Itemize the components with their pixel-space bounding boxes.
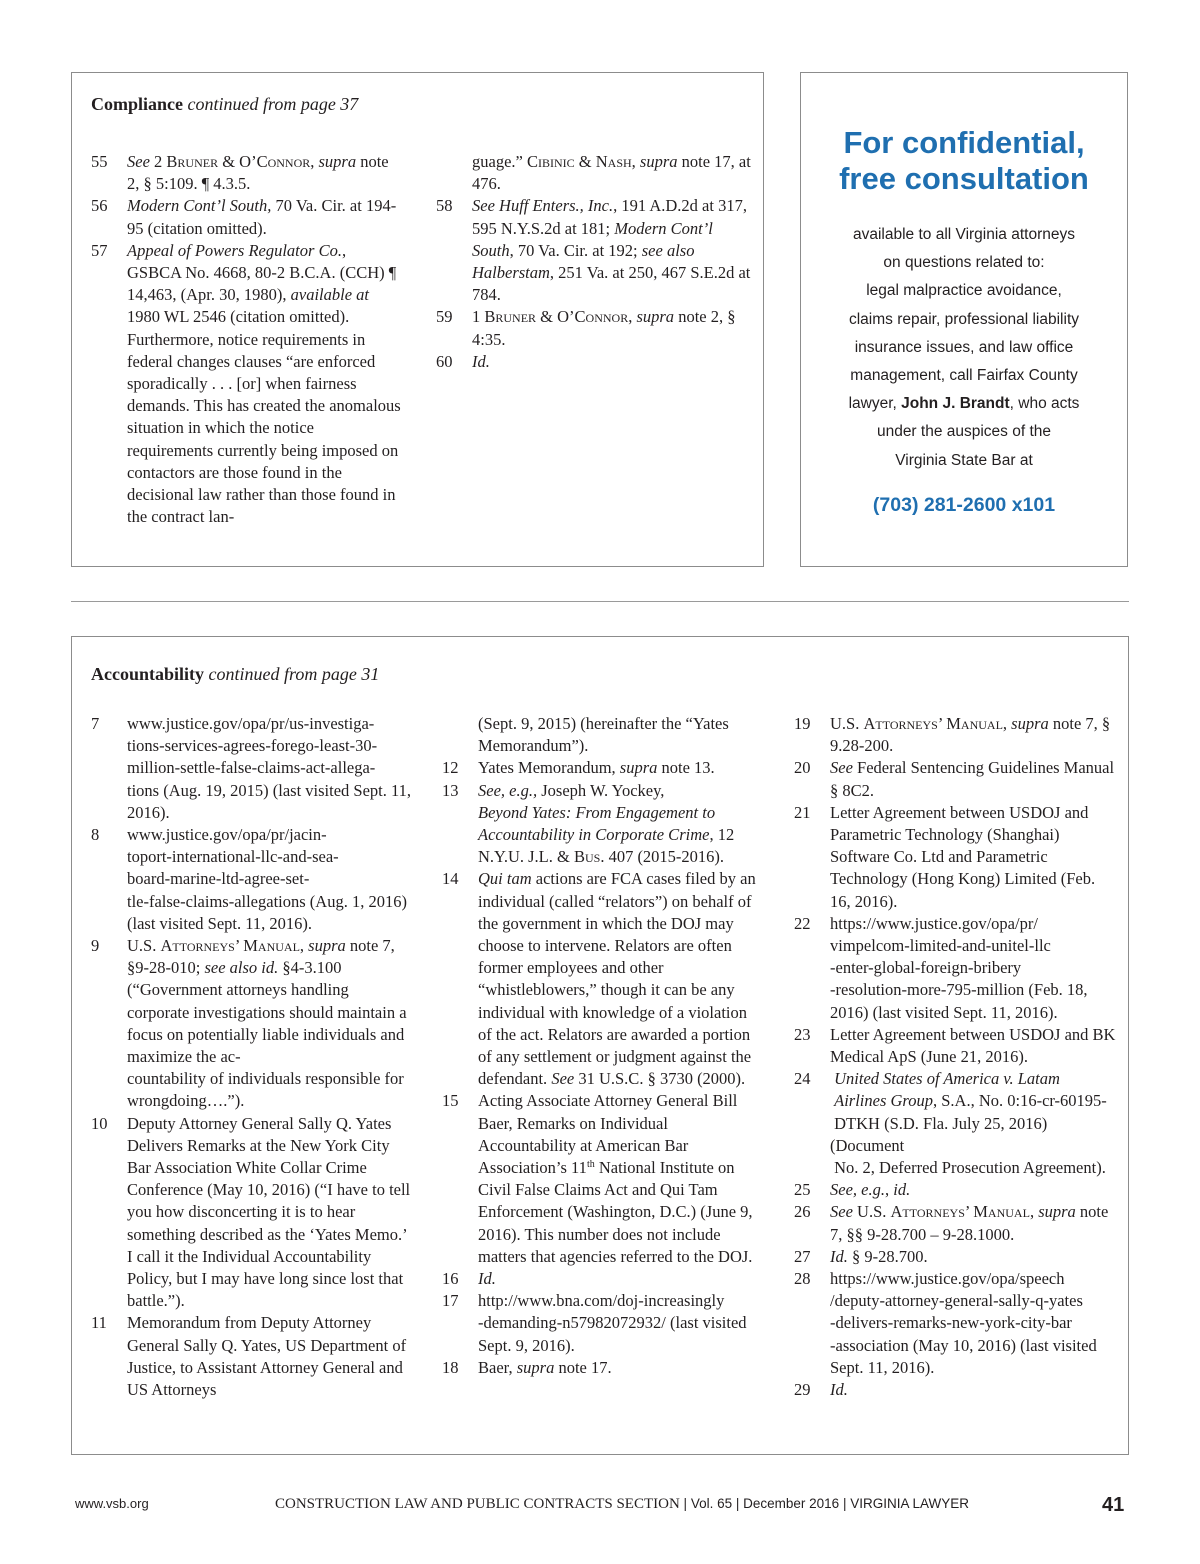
footnote — [794, 1268, 1118, 1379]
footnote — [436, 195, 752, 306]
footnote — [794, 1201, 1118, 1245]
footnote-text: Acting Associate Attorney General Bill Baer, Remarks on Individual Accountability at American Bar Association’s 11th National Institute on Civil False Claims Act and Qui Tam Enforcement (Washington, D.C.) (June 9, 2016). This number does not include matters that agencies referred to the DOJ. — [478, 1091, 753, 1266]
footnote-number: 23 — [794, 1024, 811, 1044]
footnote-text: Letter Agreement between USDOJ and Parametric Technology (Shanghai) Software Co. Ltd and Parametric Technology (Hong Kong) Limited (Feb. 16, 2016). — [830, 802, 1096, 911]
footnote — [442, 780, 762, 869]
footnote — [442, 1090, 762, 1268]
footnote-number: 13 — [442, 780, 459, 800]
ad-phone-number: (703) 281-2600 x101 — [872, 494, 1056, 516]
footnote-number: 18 — [442, 1357, 459, 1377]
footnote-text: www.justice.gov/opa/pr/us-investiga- tions-services-agrees-forego-least-30- million-settle-false-claims-act-allega- tions (Aug. 19, 2015) (last visited Sept. 11, 2016). — [127, 714, 411, 822]
footer-volume: Vol. 65 — [690, 1496, 733, 1511]
footnote-number: 9 — [91, 936, 100, 956]
footnote-number: 58 — [436, 196, 453, 216]
footnote-number: 8 — [91, 825, 100, 845]
compliance-title: Compliance — [91, 94, 183, 114]
footnote-text: See, e.g., id. — [830, 1180, 911, 1200]
footnote — [442, 868, 762, 1090]
footnote-number: 14 — [442, 869, 459, 889]
ad-title — [801, 125, 1127, 197]
footnote-number: 26 — [794, 1202, 811, 1222]
footnote-text: United States of America v. Latam Airlines Group, S.A., No. 0:16-cr-60195- DTKH (S.D. Fla. July 25, 2016) (Document No. 2, Deferred Prosecution Agreement). — [830, 1069, 1107, 1178]
footnote-text: U.S. Attorneys’ Manual, supra note 7, §9-28-010; see also id. §4-3.100 (“Government attorneys handling corporate investigations should maintain a focus on potentially liable individuals and maximize the ac- countability of individuals responsible for wrongdoing….”). — [127, 936, 407, 1111]
footnote — [91, 713, 411, 824]
accountability-heading — [91, 663, 379, 685]
footnote — [794, 802, 1118, 913]
footnote-number: 22 — [794, 913, 811, 933]
footnote-text: Deputy Attorney General Sally Q. Yates Delivers Remarks at the New York City Bar Association White Collar Crime Conference (May 10, 2016) (“I have to tell you how disconcerting it is to hear something described as the ‘Yates Memo.’ I call it the Individual Accountability Policy, but I may have long since lost that battle.”). — [127, 1113, 411, 1311]
footnote-text: Baer, supra note 17. — [478, 1357, 612, 1377]
footnote — [91, 195, 401, 239]
accountability-title: Accountability — [91, 664, 205, 684]
footnote-text: https://www.justice.gov/opa/pr/ vimpelcom-limited-and-unitel-llc -enter-global-foreign-bribery -resolution-more-795-million (Feb. 18, 2016) (last visited Sept. 11, 2016). — [830, 913, 1088, 1022]
footer-website: www.vsb.org — [75, 1496, 149, 1511]
footnote-number: 60 — [436, 351, 453, 371]
footnote-number: 12 — [442, 758, 459, 778]
footnote-text: guage.” Cibinic & Nash, supra note 17, at 476. — [472, 152, 751, 194]
footnote-text: See Huff Enters., Inc., 191 A.D.2d at 317, 595 N.Y.S.2d at 181; Modern Cont’l South, 70 Va. Cir. at 192; see also Halberstam, 251 Va. at 250, 467 S.E.2d at 784. — [472, 196, 751, 305]
footer-separator: | — [839, 1496, 851, 1511]
footnote-number: 55 — [91, 152, 108, 171]
footnote-number: 19 — [794, 714, 811, 733]
footnote — [794, 1179, 1118, 1201]
footer-separator: | — [679, 1496, 691, 1511]
footnote-number: 11 — [91, 1313, 107, 1333]
compliance-notes-box — [71, 72, 764, 567]
ad-body-text: available to all Virginia attorneys on questions related to: legal malpractice avoidance, claims repair, professional liability insurance issues, and law office management, call Fairfax County lawyer, John J. Brandt, who acts under the auspices of the Virginia State Bar at — [848, 226, 1080, 469]
footnote-text: Id. — [472, 351, 490, 371]
footnote-number: 28 — [794, 1269, 811, 1289]
footnote-text: Memorandum from Deputy Attorney General Sally Q. Yates, US Department of Justice, to Assistant Attorney General and US Attorneys — [127, 1313, 407, 1400]
footer-section-name: CONSTRUCTION LAW AND PUBLIC CONTRACTS SECTION — [275, 1496, 680, 1512]
footnote — [436, 351, 752, 373]
footer-separator: | — [732, 1496, 744, 1511]
footnote-text: Modern Cont’l South, 70 Va. Cir. at 194-95 (citation omitted). — [127, 196, 397, 238]
footnote — [91, 935, 411, 1113]
footnote-number: 21 — [794, 802, 811, 822]
footnote-text: Appeal of Powers Regulator Co., GSBCA No. 4668, 80-2 B.C.A. (CCH) ¶ 14,463, (Apr. 30, 1980), available at 1980 WL 2546 (citation omitted). Furthermore, notice requirements in federal changes clauses “are enforced sporadically . . . [or] when fairness demands. This has created the anomalous situation in which the notice requirements currently being imposed on contactors are those found in the decisional law rather than those found in the contract lan- — [127, 240, 401, 527]
footnote-number: 7 — [91, 714, 100, 733]
footnote-text: See U.S. Attorneys’ Manual, supra note 7, §§ 9-28.700 – 9-28.1000. — [830, 1202, 1109, 1244]
compliance-notes-column-2 — [436, 151, 752, 373]
consultation-ad-box — [800, 72, 1128, 567]
footnote-text: Id. — [830, 1380, 848, 1400]
footnote-text: https://www.justice.gov/opa/speech /deputy-attorney-general-sally-q-yates -delivers-remarks-new-york-city-bar -association (May 10, 2016) (last visited Sept. 11, 2016). — [830, 1269, 1097, 1377]
footnote-number: 20 — [794, 758, 811, 778]
footnote-text: www.justice.gov/opa/pr/jacin- toport-international-llc-and-sea- board-marine-ltd-agree-set- tle-false-claims-allegations (Aug. 1, 2016) (last visited Sept. 11, 2016). — [127, 825, 407, 933]
footnote-text: U.S. Attorneys’ Manual, supra note 7, § 9.28-200. — [830, 714, 1111, 756]
ad-title-line-2: free consultation — [839, 161, 1089, 196]
footnote-text: Yates Memorandum, supra note 13. — [478, 758, 715, 778]
footnote — [442, 1357, 762, 1379]
footnote-number: 17 — [442, 1291, 459, 1311]
footnote-number: 25 — [794, 1180, 811, 1200]
footnote-text: Letter Agreement between USDOJ and BK Medical ApS (June 21, 2016). — [830, 1024, 1116, 1067]
footnote — [436, 151, 752, 195]
footnote-number: 10 — [91, 1113, 108, 1133]
accountability-notes-column-2 — [442, 713, 762, 1379]
section-divider — [71, 601, 1129, 602]
footnote — [91, 1312, 411, 1401]
footnote — [91, 151, 401, 195]
footnote — [442, 757, 762, 779]
footnote — [794, 913, 1118, 1024]
footnote-number: 59 — [436, 307, 453, 327]
footnote-text: See 2 Bruner & O’Connor, supra note 2, § 5:109. ¶ 4.3.5. — [127, 152, 389, 194]
footnote — [794, 757, 1118, 801]
footnote-number: 16 — [442, 1269, 459, 1289]
footnote-text: Qui tam actions are FCA cases filed by an individual (called “relators”) on behalf of the government in which the DOJ may choose to intervene. Relators are often former employees and other “whistleblowers,” though it can be any individual with knowledge of a violation of the act. Relators are awarded a portion of any settlement or judgment against the defendant. See 31 U.S.C. § 3730 (2000). — [478, 869, 756, 1089]
footnote — [442, 1268, 762, 1290]
page-number: 41 — [1102, 1494, 1125, 1516]
footnote-text: http://www.bna.com/doj-increasingly -demanding-n57982072932/ (last visited Sept. 9, 2016). — [478, 1291, 747, 1355]
accountability-notes-column-3 — [794, 713, 1118, 1401]
footnote-text: 1 Bruner & O’Connor, supra note 2, § 4:35. — [472, 307, 736, 349]
accountability-notes-column-1 — [91, 713, 411, 1401]
footnote-number: 29 — [794, 1380, 811, 1400]
compliance-continued: continued from page 37 — [187, 94, 359, 114]
footnote-text: See, e.g., Joseph W. Yockey, Beyond Yates: From Engagement to Accountability in Corporate Crime, 12 N.Y.U. J.L. & Bus. 407 (2015-2016). — [478, 780, 735, 867]
footnote — [91, 824, 411, 935]
footer-date: December 2016 — [743, 1496, 840, 1511]
footnote — [794, 1068, 1118, 1179]
accountability-notes-box — [71, 636, 1129, 1455]
footnote-text: Id. — [478, 1269, 496, 1289]
compliance-notes-column-1 — [91, 151, 401, 528]
ad-title-line-1: For confidential, — [843, 125, 1085, 160]
footnote — [91, 240, 401, 529]
footnote — [794, 713, 1118, 757]
footnote-number: 15 — [442, 1091, 459, 1111]
footnote-number: 57 — [91, 240, 108, 260]
footnote-text: See Federal Sentencing Guidelines Manual § 8C2. — [830, 758, 1115, 800]
footnote — [442, 1290, 762, 1357]
footnote — [91, 1113, 411, 1313]
compliance-heading — [91, 93, 358, 115]
footnote — [794, 1024, 1118, 1068]
footnote — [794, 1379, 1118, 1401]
footer-magazine: VIRGINIA LAWYER — [850, 1496, 969, 1511]
footnote-number: 24 — [794, 1069, 811, 1089]
accountability-continued: continued from page 31 — [208, 664, 380, 684]
footnote-text: Id. § 9-28.700. — [830, 1246, 928, 1266]
footnote-number: 27 — [794, 1246, 811, 1266]
footer-publication-info — [275, 1496, 969, 1513]
footnote-number: 56 — [91, 196, 108, 216]
footnote — [436, 306, 752, 350]
footnote — [442, 713, 762, 757]
footnote-text: (Sept. 9, 2015) (hereinafter the “Yates Memorandum”). — [478, 714, 729, 756]
footnote — [794, 1246, 1118, 1268]
